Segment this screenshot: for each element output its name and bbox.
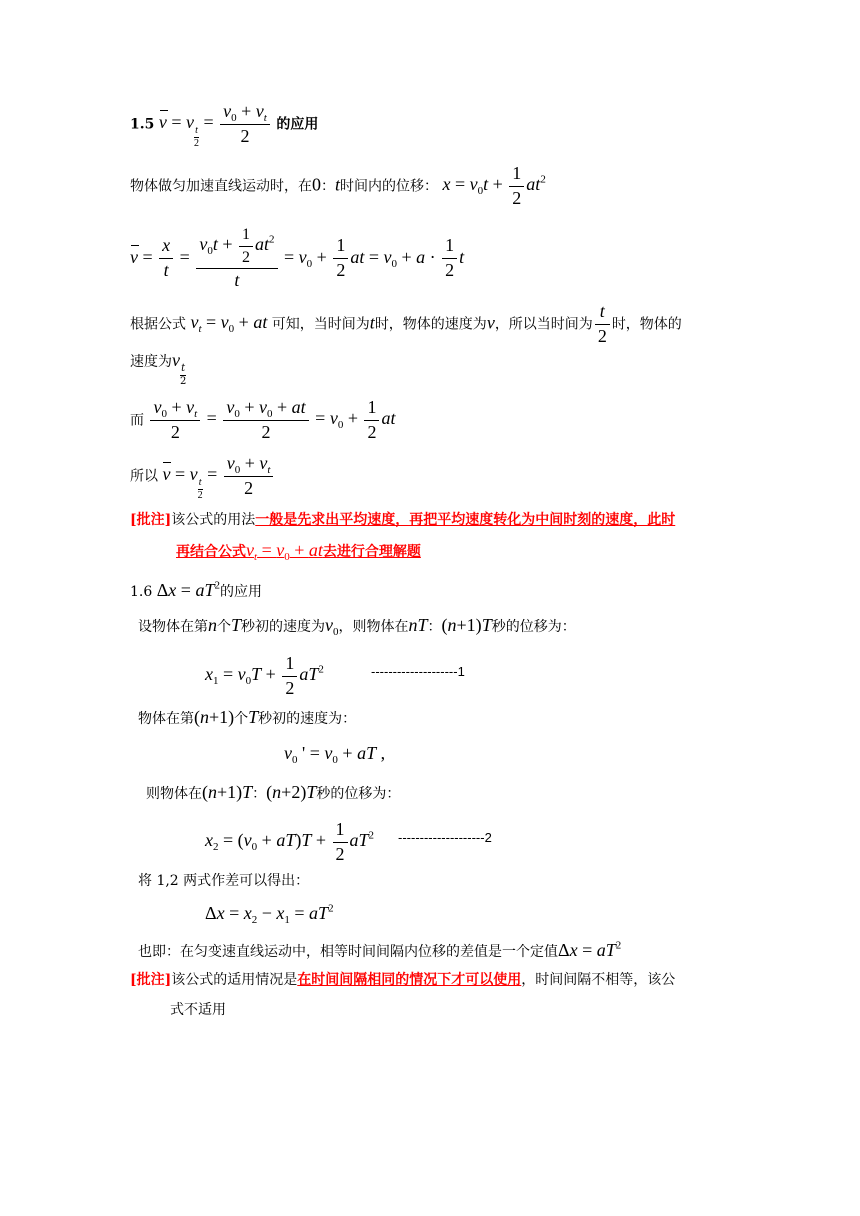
annotation-highlight: 在时间间隔相同的情况下才可以使用	[297, 972, 522, 988]
colon: ：	[427, 619, 442, 635]
equation-1: $x_1 = v_0T$ + $\frac{1}{2}$ $aT^2$ --------------------1	[205, 653, 465, 698]
average-velocity-derivation: v = $\frac{x}{t}$ = $v_0t$ + $\frac{1}{2}$ $at^2$ t = $v_0$ + $\frac{1}{2}$ at = $v_0 + a$ · $\frac{1}{2}$ t	[130, 226, 465, 291]
sentence-text: 设物体在第	[138, 619, 208, 635]
velocity-formula-sentence: 根据公式 $v_t = v_0$ + at 可知，当时间为t时，物体的速度为v，所以当时间为 $\frac{t}{2}$ 时，物体的	[130, 301, 682, 346]
equation-label: --------------------1	[371, 664, 465, 679]
annotation-highlight: 再结合公式	[176, 544, 246, 560]
velocity-sentence: 物体在第(n+1)个T秒初的速度为：	[138, 707, 357, 727]
sentence-text: 则物体在	[146, 786, 202, 802]
sentence-text: 也即：在匀变速直线运动中，相等时间间隔内位移的差值是一个定值	[138, 944, 558, 960]
velocity-equation: $v_0$ ' = $v_0$ + aT ,	[284, 743, 386, 766]
prefix-text: 所以	[130, 468, 158, 485]
difference-equation: $\Delta x = x_2 - x_1 = aT^2$	[205, 902, 334, 926]
heading-formula: v = v $_{\frac{t}{2}}$ = $\frac{v_0 + v_t}{2}$	[159, 112, 277, 132]
sentence-text: 秒初的速度为：	[258, 711, 357, 727]
sentence-text: 时间内的位移：	[340, 178, 439, 195]
colon: ：	[321, 178, 335, 195]
annotation-tag: [批注]	[130, 972, 172, 988]
colon: ：	[252, 786, 267, 802]
sentence-text: 物体做匀加速直线运动时，在	[130, 178, 312, 195]
setup-sentence: 设物体在第n个T秒初的速度为$v_0$，则物体在nT：(n+1)T秒的位移为：	[138, 615, 576, 638]
annotation-2-cont	[170, 1002, 226, 1019]
annotation-lead: 该公式的用法	[171, 512, 256, 528]
sentence-text: 时，物体的	[611, 316, 682, 333]
sentence-text: 物体在第	[138, 711, 194, 727]
annotation-2	[130, 972, 675, 989]
zero-value: 0	[312, 174, 321, 195]
annotation-tag: [批注]	[130, 512, 172, 528]
annotation-1-cont: 再结合公式$v_t = v_0$ + at去进行合理解题	[176, 540, 421, 563]
annotation-highlight: 一般是先求出平均速度，再把平均速度转化为中间时刻的速度，此时	[255, 512, 676, 528]
conclusion-sentence: 也即：在匀变速直线运动中，相等时间间隔内位移的差值是一个定值$\Delta x = aT^2$	[138, 939, 622, 960]
difference-sentence	[138, 873, 309, 890]
sentence-text: 秒初的速度为	[241, 619, 326, 635]
section-heading-tail: 的应用	[219, 584, 262, 600]
equation-2: $x_2 = (v_0 + aT)T$ + $\frac{1}{2}$ $aT^2$ --------------------2	[205, 819, 492, 864]
sentence-text: 个	[234, 711, 249, 727]
sentence-text: 根据公式	[130, 316, 186, 333]
sentence-text: 可知，当时间为	[271, 316, 370, 333]
section-number: 1.5	[130, 116, 155, 133]
sentence-text: 秒的位移为：	[491, 619, 576, 635]
section-heading-1-6: 1.6 $\Delta x = aT^2$的应用	[130, 579, 262, 600]
section-heading-tail: 的应用	[276, 116, 319, 133]
sentence-text: 秒的位移为：	[316, 786, 401, 802]
annotation-tail: ，时间间隔不相等，该公	[521, 972, 676, 988]
displacement-sentence: 物体做匀加速直线运动时，在0：t时间内的位移： $x = v_0t$ + $\frac{1}{2}$ $at^2$	[130, 163, 546, 208]
sentence-text: 个	[217, 619, 231, 635]
section-heading-1-5	[130, 102, 318, 149]
sentence-text: 速度为	[130, 354, 172, 370]
sentence-text: ，所以当时间为	[494, 316, 593, 333]
sentence-text: 将 1,2 两式作差可以得出：	[138, 873, 310, 889]
sentence-text: ，则物体在	[338, 619, 409, 635]
annotation-lead: 该公式的适用情况是	[171, 972, 298, 988]
annotation-highlight: 去进行合理解题	[322, 544, 421, 560]
annotation-1	[130, 512, 675, 529]
annotation-tail: 式不适用	[170, 1002, 226, 1018]
section-number: 1.6	[130, 584, 153, 600]
equation-label: --------------------2	[398, 830, 492, 845]
prefix-text: 而	[130, 412, 144, 429]
velocity-formula-sentence-cont: 速度为v $_{\frac{t}{2}}$	[130, 350, 187, 387]
mean-velocity-equation: 而 $\frac{v_0 + v_t}{2}$ = $\frac{v_0 + v_0 + at}{2}$ = $v_0$ + $\frac{1}{2}$ at	[130, 397, 396, 442]
conclusion-equation: 所以 v = v $_{\frac{t}{2}}$ = $\frac{v_0 + v_t}{2}$	[130, 454, 275, 501]
second-interval-sentence: 则物体在(n+1)T：(n+2)T秒的位移为：	[146, 782, 401, 802]
sentence-text: 时，物体的速度为	[374, 316, 487, 333]
displacement-formula: $x = v_0t$ + $\frac{1}{2}$ $at^2$	[442, 163, 546, 208]
